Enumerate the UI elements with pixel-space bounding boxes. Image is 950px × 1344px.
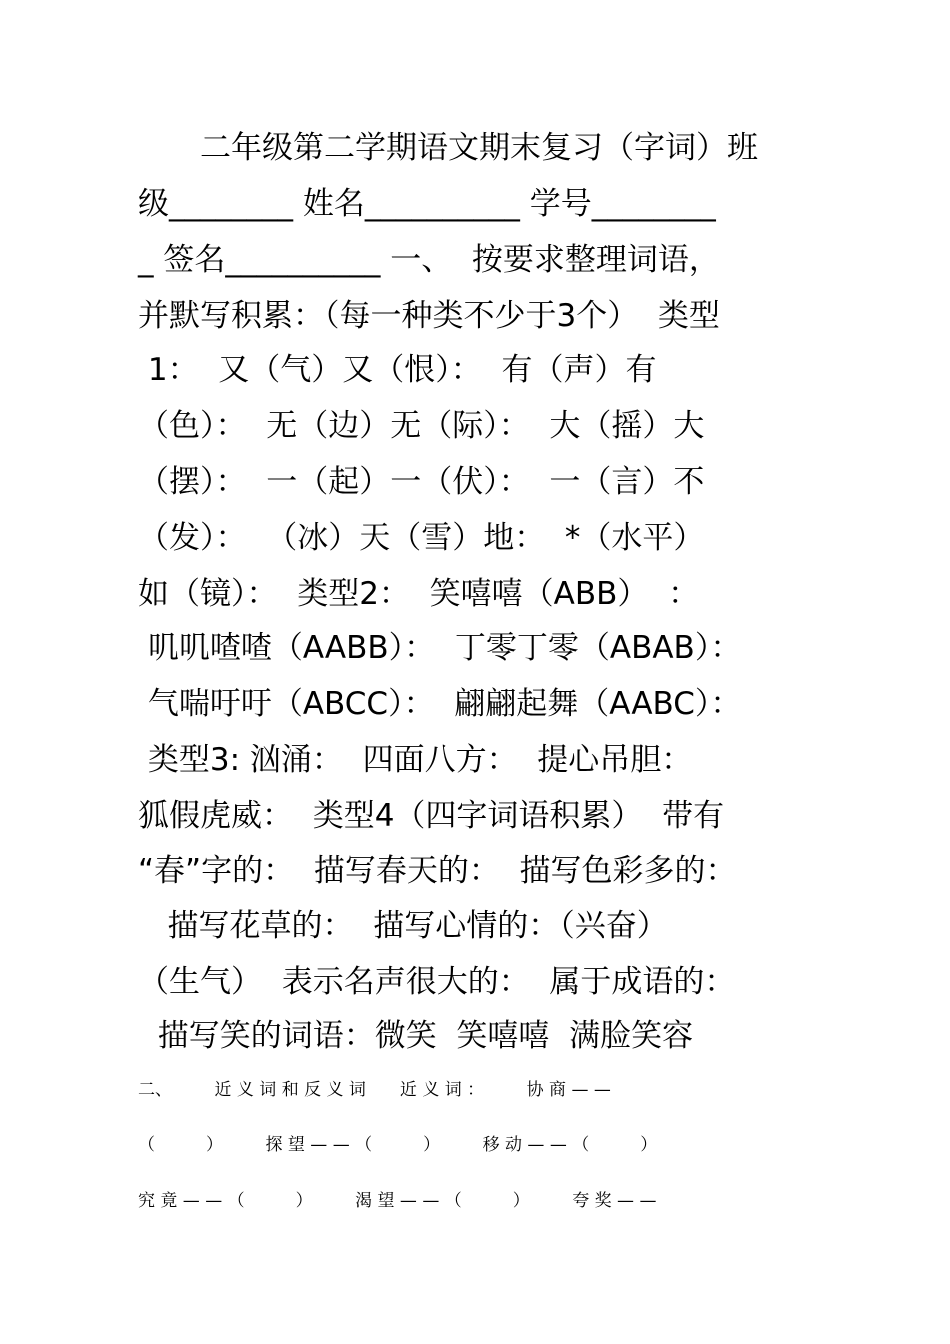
doc-line-1: 二年级第二学期语文期末复习（字词）班 (138, 130, 758, 166)
doc-small-line-2: （ ） 探 望 — — （ ） 移 动 — — （ ） (138, 1135, 658, 1155)
doc-line-3: _ 签名__________ 一、 按要求整理词语， (138, 242, 720, 278)
doc-line-15: 描写花草的： 描写心情的：（兴奋） (138, 908, 668, 944)
doc-small-line-1: 二、 近 义 词 和 反 义 词 近 义 词 ： 协 商 — — (138, 1080, 611, 1100)
doc-line-13: 狐假虎威： 类型4（四字词语积累） 带有 (138, 798, 725, 834)
doc-line-16: （生气） 表示名声很大的： 属于成语的： (138, 964, 736, 1000)
doc-line-17: 描写笑的词语：微笑 笑嘻嘻 满脸笑容 (138, 1018, 694, 1054)
doc-line-12: 类型3: 汹涌： 四面八方： 提心吊胆： (138, 742, 693, 778)
doc-line-9: 如（镜）： 类型2： 笑嘻嘻（ABB） ： (138, 576, 700, 612)
doc-line-6: （色）： 无（边）无（际）： 大（摇）大 (138, 408, 705, 444)
doc-line-8: （发）： （冰）天（雪）地： *（水平） (138, 520, 705, 556)
doc-line-4: 并默写积累：（每一种类不少于3个） 类型 (138, 298, 720, 334)
doc-line-7: （摆）： 一（起）一（伏）： 一（言）不 (138, 464, 705, 500)
doc-small-line-3: 究 竟 — — （ ） 渴 望 — — （ ） 夸 奖 — — (138, 1191, 657, 1211)
doc-line-11: 气喘吁吁（ABCC）： 翩翩起舞（AABC）： (138, 686, 742, 722)
doc-line-2: 级________ 姓名__________ 学号________ (138, 186, 716, 222)
doc-line-5: 1： 又（气）又（恨）： 有（声）有 (138, 352, 657, 388)
doc-line-14: “春”字的： 描写春天的： 描写色彩多的： (138, 853, 737, 889)
doc-line-10: 叽叽喳喳（AABB）： 丁零丁零（ABAB）： (138, 630, 742, 666)
